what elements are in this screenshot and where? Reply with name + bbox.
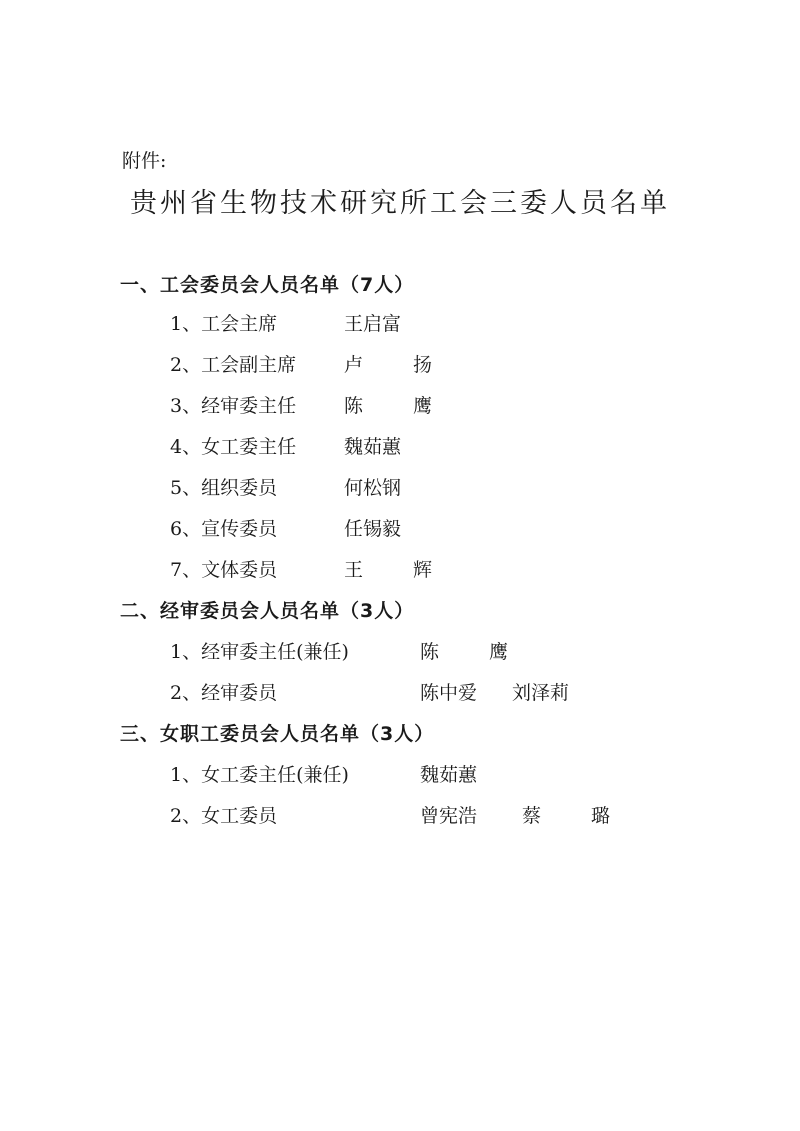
list-item	[0, 801, 800, 831]
member-name: 魏茹蕙	[344, 436, 402, 458]
role-label: 1、经审委主任(兼任)	[170, 641, 349, 663]
list-item	[0, 678, 800, 708]
member-name: 卢 扬	[344, 354, 455, 376]
role-label: 6、宣传委员	[170, 518, 278, 540]
role-label: 4、女工委主任	[170, 436, 297, 458]
list-item	[0, 637, 800, 667]
member-name: 王启富	[344, 313, 402, 335]
role-label: 2、工会副主席	[170, 354, 297, 376]
member-name: 陈 鹰	[420, 641, 531, 663]
section-heading-union-committee: 一、工会委员会人员名单（7人）	[120, 274, 415, 296]
list-item	[0, 350, 800, 380]
list-item	[0, 514, 800, 544]
role-label: 2、女工委员	[170, 805, 278, 827]
role-label: 2、经审委员	[170, 682, 278, 704]
member-name: 王 辉	[344, 559, 455, 581]
member-name: 魏茹蕙	[420, 764, 478, 786]
role-label: 3、经审委主任	[170, 395, 297, 417]
list-item	[0, 309, 800, 339]
list-item	[0, 432, 800, 462]
member-name: 任锡毅	[344, 518, 402, 540]
role-label: 1、工会主席	[170, 313, 278, 335]
list-item	[0, 473, 800, 503]
role-label: 7、文体委员	[170, 559, 278, 581]
list-item	[0, 391, 800, 421]
list-item	[0, 555, 800, 585]
member-name: 陈中爱	[420, 682, 478, 704]
member-name: 陈 鹰	[344, 395, 455, 417]
section-heading-audit-committee: 二、经审委员会人员名单（3人）	[120, 600, 415, 622]
role-label: 1、女工委主任(兼任)	[170, 764, 349, 786]
attachment-label: 附件:	[122, 150, 167, 172]
section-heading-women-committee: 三、女职工委员会人员名单（3人）	[120, 723, 435, 745]
member-name: 曾宪浩	[420, 805, 478, 827]
member-name: 刘泽莉	[512, 682, 570, 704]
member-name: 蔡 璐	[522, 805, 633, 827]
member-name: 何松钢	[344, 477, 402, 499]
list-item	[0, 760, 800, 790]
role-label: 5、组织委员	[170, 477, 278, 499]
document-title: 贵州省生物技术研究所工会三委人员名单	[130, 188, 670, 219]
